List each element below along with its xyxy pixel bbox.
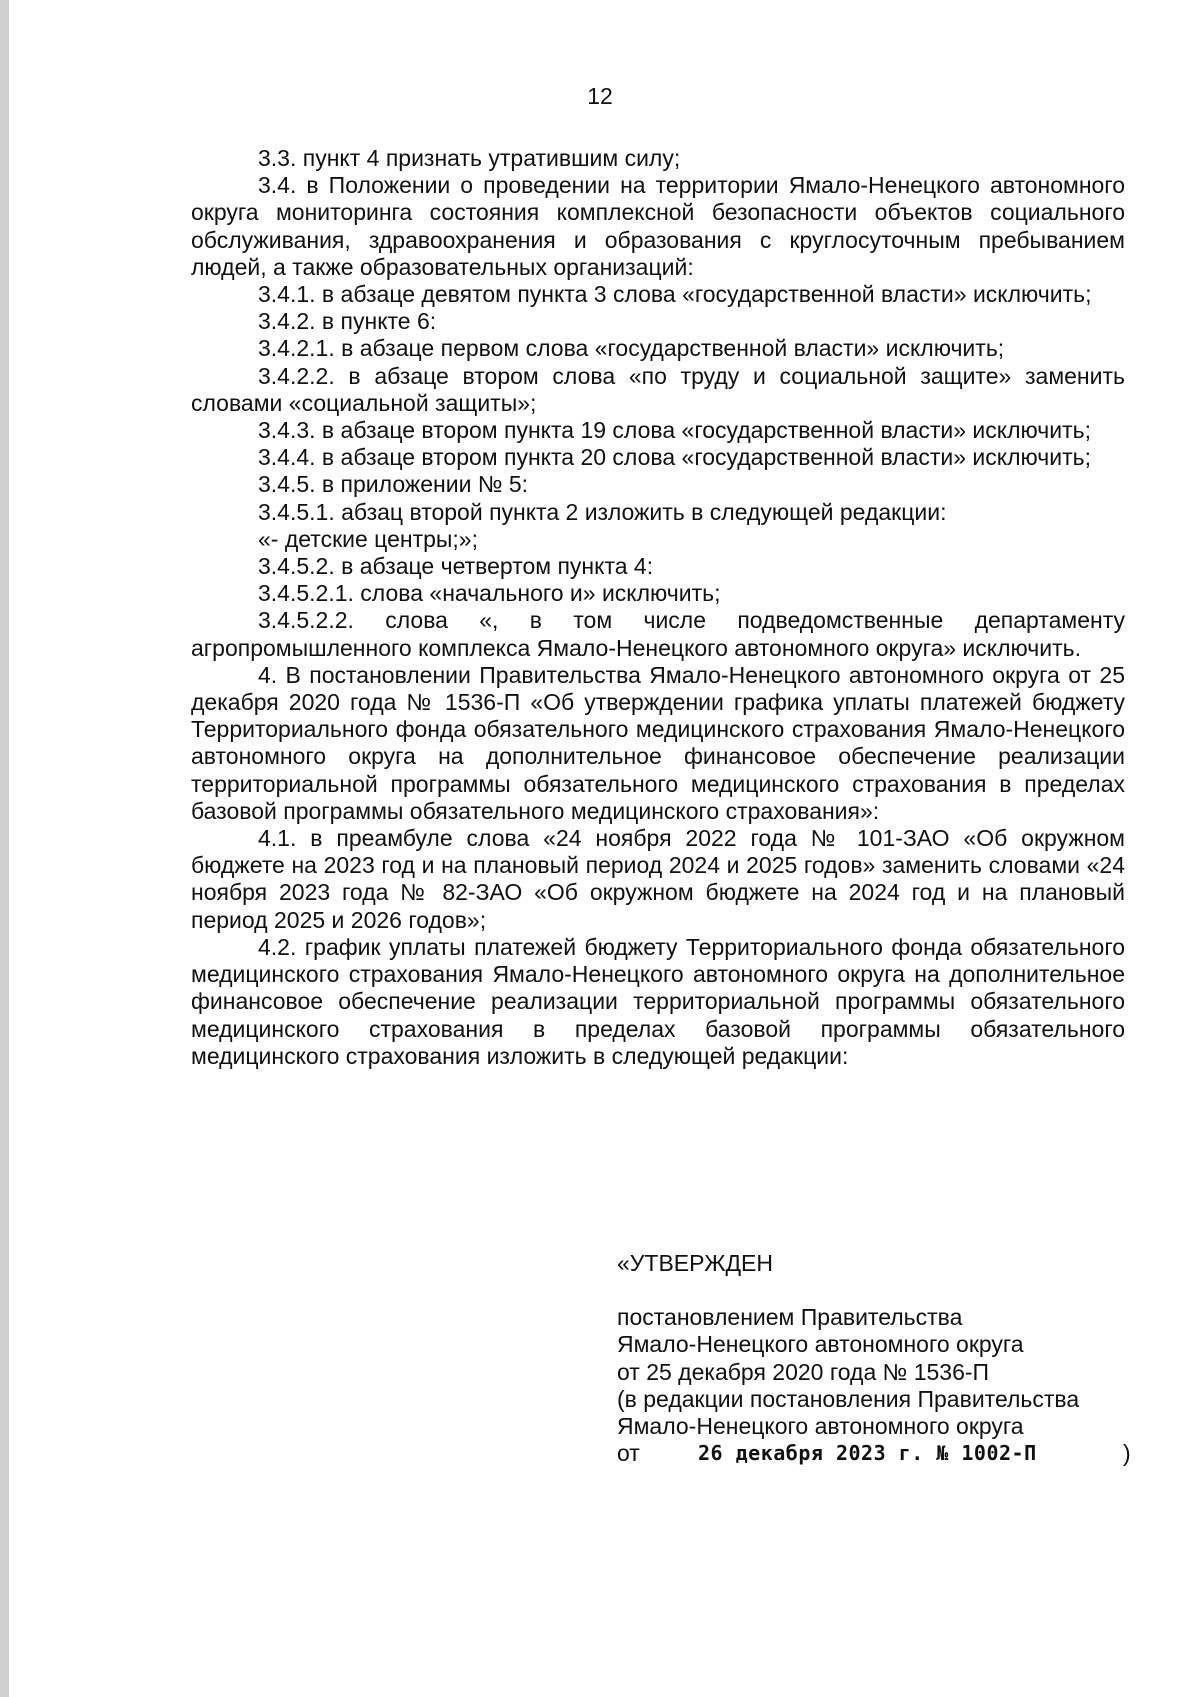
scan-left-edge	[0, 0, 9, 1697]
approval-block	[617, 1250, 1137, 1468]
paragraph-4: 4. В постановлении Правительства Ямало-Ненецкого автономного округа от 25 декабря 2020 года № 1536-П «Об утверждении графика уплаты платежей бюджету Территориального фонда обязательного медицинского страхования Ямало-Ненецкого автономного округа на дополнительное финансовое обеспечение реализации территориальной программы обязательного медицинского страхования в пределах базовой программы обязательного медицинского страхования»:	[191, 661, 1125, 824]
paragraph-3-4-5-2-2: 3.4.5.2.2. слова «, в том числе подведомственные департаменту агропромышленного комплекса Ямало-Ненецкого автономного округа» исключить.	[191, 607, 1125, 661]
date-prefix: от	[617, 1440, 640, 1467]
approval-date-row	[617, 1440, 1137, 1468]
paragraph-3-4-5: 3.4.5. в приложении № 5:	[258, 471, 529, 498]
approval-line: Ямало-Ненецкого автономного округа	[617, 1331, 1024, 1358]
closing-parenthesis: )	[1123, 1440, 1131, 1467]
paragraph-3-4-4: 3.4.4. в абзаце втором пункта 20 слова «государственной власти» исключить;	[258, 444, 1091, 471]
paragraph-3-4-2: 3.4.2. в пункте 6:	[258, 308, 437, 335]
paragraph-3-4-3: 3.4.3. в абзаце втором пункта 19 слова «государственной власти» исключить;	[258, 417, 1091, 444]
approval-line: постановлением Правительства	[617, 1304, 963, 1331]
document-body	[191, 145, 1125, 1070]
paragraph-3-4: 3.4. в Положении о проведении на территории Ямало-Ненецкого автономного округа мониторинга состояния комплексной безопасности объектов социального обслуживания, здравоохранения и образования с круглосуточным пребыванием людей, а также образовательных организаций:	[191, 172, 1125, 280]
paragraph-3-4-2-2: 3.4.2.2. в абзаце втором слова «по труду и социальной защите» заменить словами «социальной защиты»;	[191, 362, 1125, 416]
paragraph-3-3: 3.3. пункт 4 признать утратившим силу;	[258, 145, 681, 171]
paragraph-3-4-5-2-1: 3.4.5.2.1. слова «начального и» исключить;	[258, 580, 721, 607]
paragraph-4-1: 4.1. в преамбуле слова «24 ноября 2022 года № 101-ЗАО «Об окружном бюджете на 2023 год и на плановый период 2024 и 2025 годов» заменить словами «24 ноября 2023 года № 82-ЗАО «Об окружном бюджете на 2024 год и на плановый период 2025 и 2026 годов»;	[191, 825, 1125, 933]
paragraph-3-4-5-1: 3.4.5.1. абзац второй пункта 2 изложить в следующей редакции:	[258, 498, 947, 525]
approval-lines	[617, 1304, 1137, 1468]
approval-line: от 25 декабря 2020 года № 1536-П	[617, 1358, 990, 1385]
paragraph-quote-children-centers: «- детские центры;»;	[258, 525, 478, 552]
approval-line: Ямало-Ненецкого автономного округа	[617, 1413, 1024, 1440]
page-number: 12	[587, 83, 613, 109]
paragraph-3-4-5-2: 3.4.5.2. в абзаце четвертом пункта 4:	[258, 553, 654, 580]
approval-line: (в редакции постановления Правительства	[617, 1385, 1080, 1412]
paragraph-3-4-1: 3.4.1. в абзаце девятом пункта 3 слова «государственной власти» исключить;	[258, 281, 1092, 308]
approval-title: «УТВЕРЖДЕН	[617, 1250, 773, 1276]
paragraph-3-4-2-1: 3.4.2.1. в абзаце первом слова «государственной власти» исключить;	[258, 335, 1005, 362]
date-stamp: 26 декабря 2023 г. № 1002-П	[698, 1441, 1037, 1466]
paragraph-4-2: 4.2. график уплаты платежей бюджету Территориального фонда обязательного медицинского страхования Ямало-Ненецкого автономного округа на дополнительное финансовое обеспечение реализации территориальной программы обязательного медицинского страхования в пределах базовой программы обязательного медицинского страхования изложить в следующей редакции:	[191, 933, 1125, 1069]
